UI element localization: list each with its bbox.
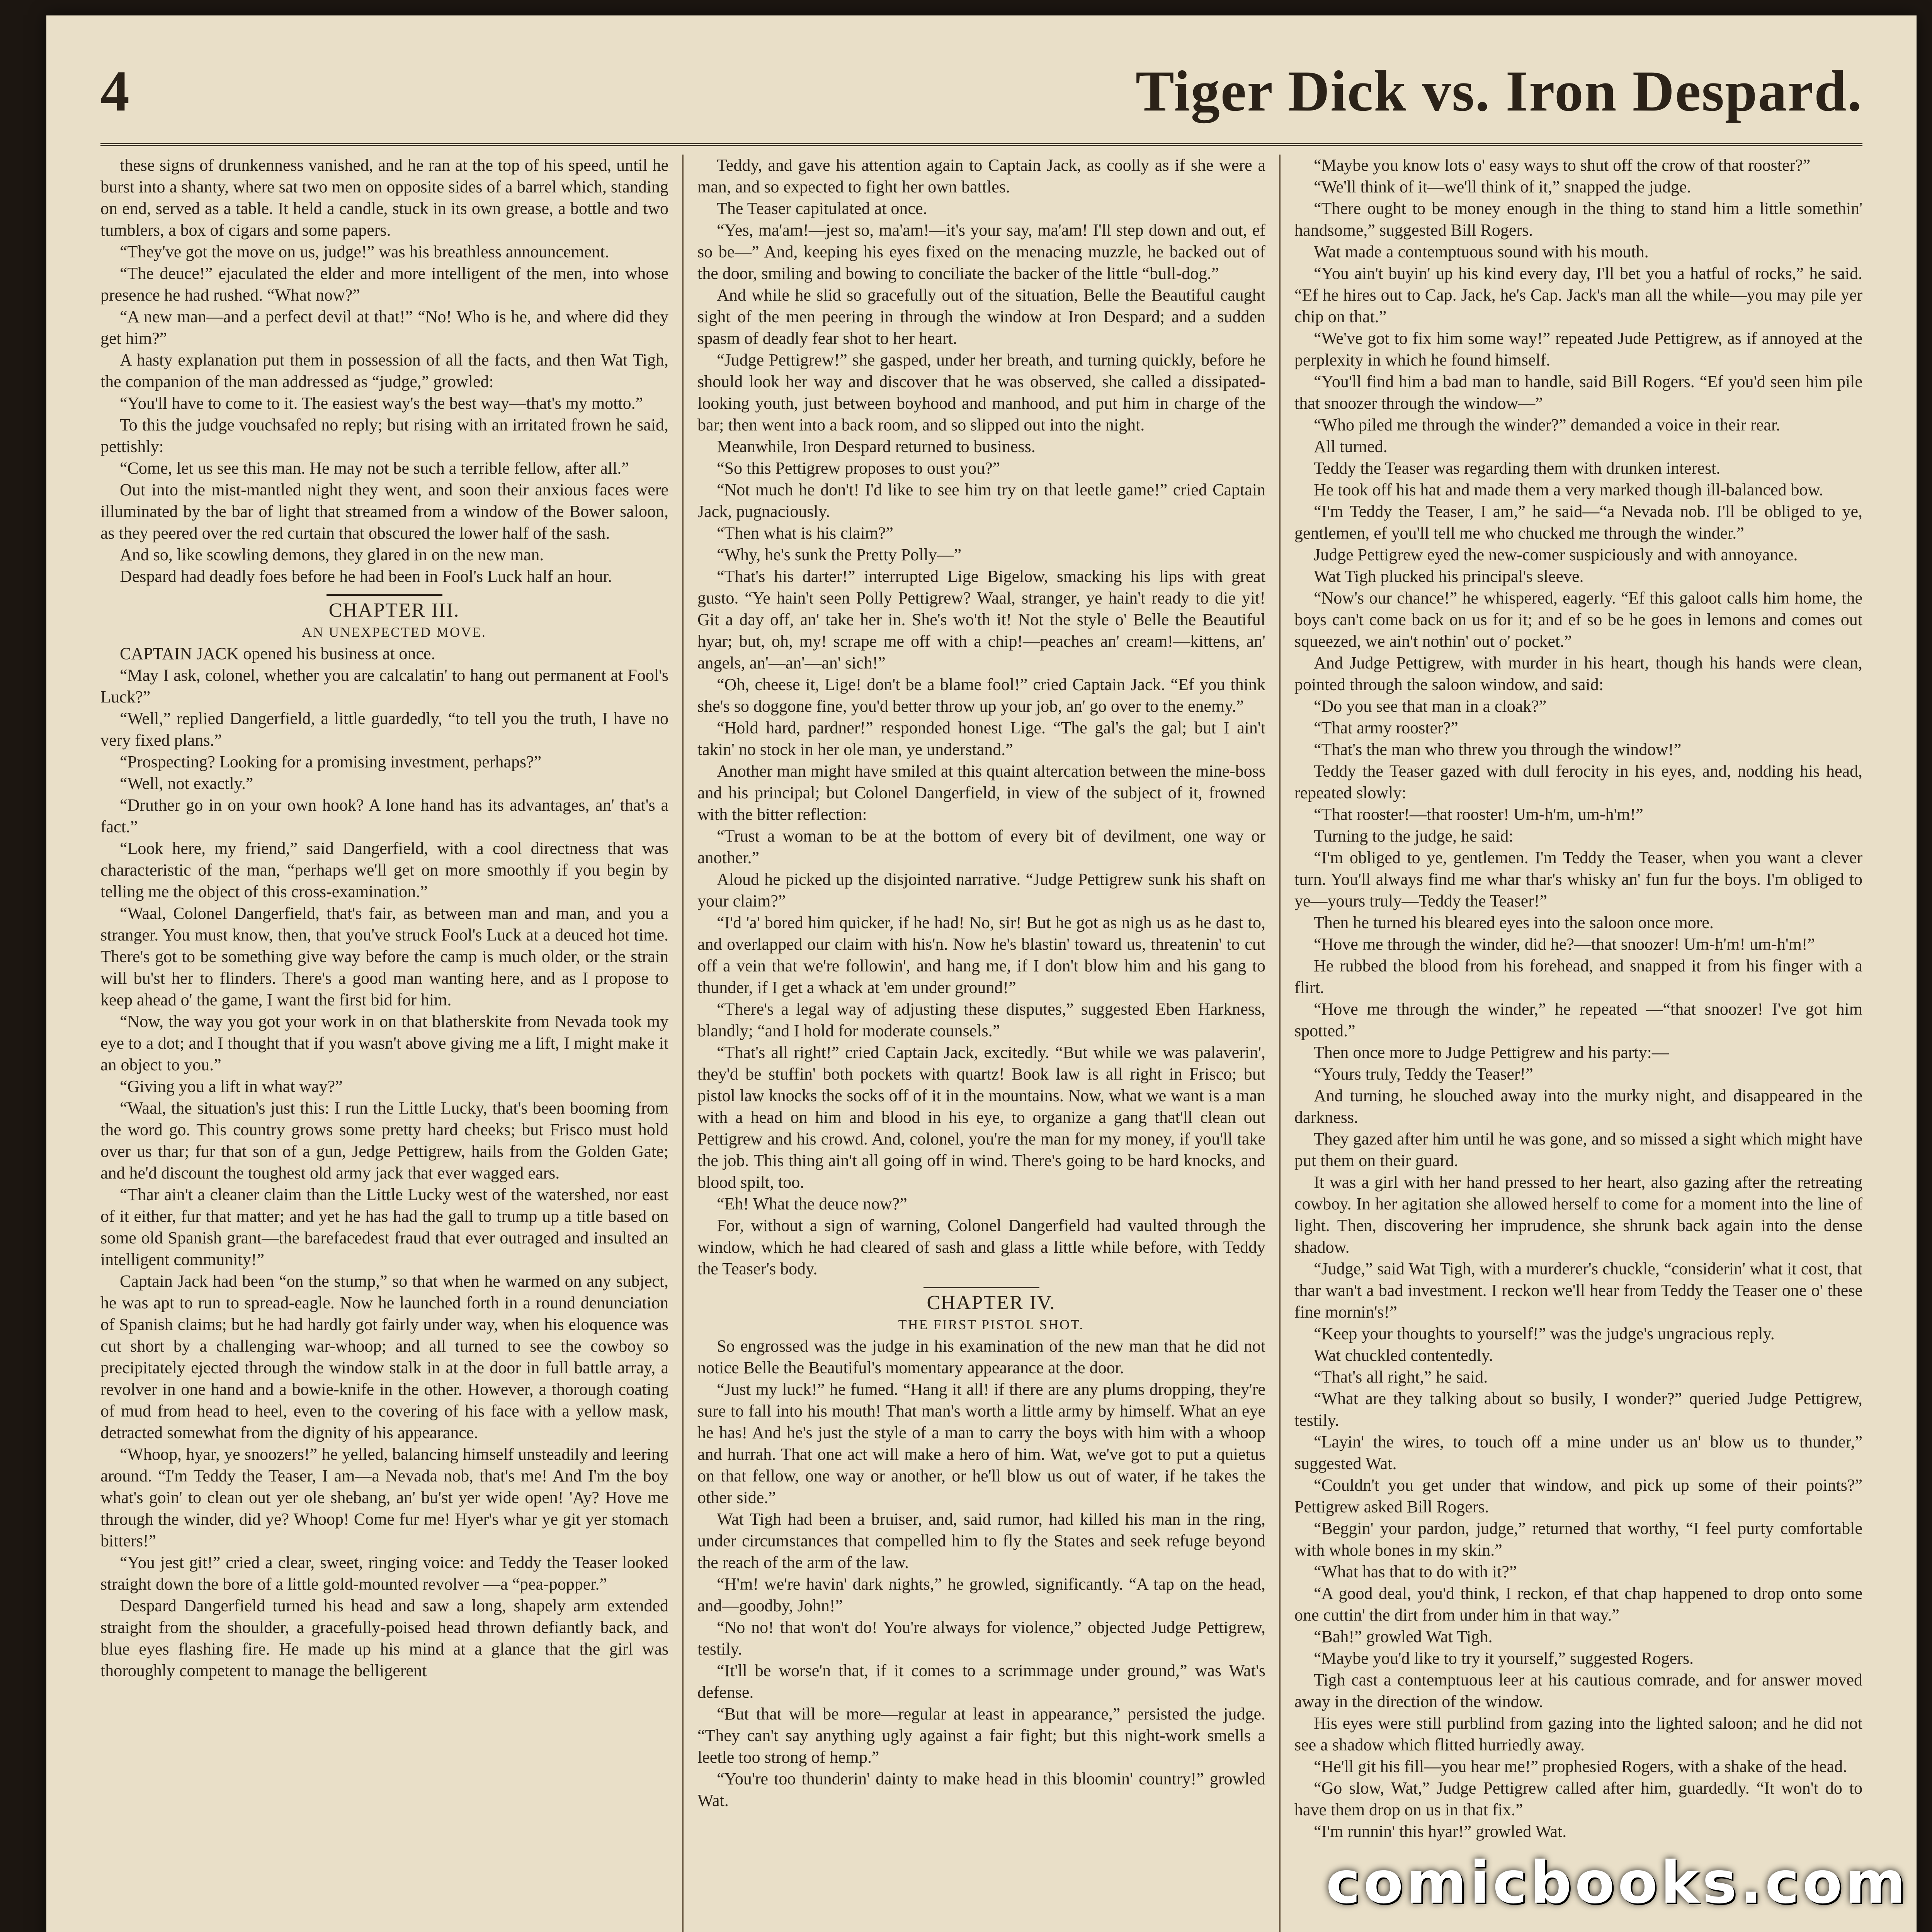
paragraph: “They've got the move on us, judge!” was his breathless announcement. (120, 242, 609, 261)
paragraph: The Teaser capitulated at once. (717, 199, 927, 218)
paragraph: “Layin' the wires, to touch off a mine under us an' blow us to thunder,” suggested Wat. (1294, 1432, 1862, 1473)
paragraph: “Not much he don't! I'd like to see him try on that leetle game!” cried Captain Jack, pugnaciously. (697, 480, 1265, 521)
paragraph: “Druther go in on your own hook? A lone hand has its advantages, an' that's a fact.” (100, 796, 668, 836)
paragraph: “I'd 'a' bored him quicker, if he had! No, sir! But he got as nigh us as he dast to, and overlapped our claim with his'n. Now he's blastin' toward us, threatenin' to cut off a vein that we're followin', and hang me, if I don't blow him and his gang to thunder, if I get a whack at 'em under ground!” (697, 913, 1265, 997)
paragraph: “But that will be more—regular at least in appearance,” persisted the judge. “They can't say anything ugly against a fair fight; but this night-work smells a leetle too strong of hemp.” (697, 1704, 1265, 1767)
chapter-subheading: THE FIRST PISTOL SHOT. (898, 1317, 1084, 1332)
paragraph: “Now, the way you got your work in on that blatherskite from Nevada took my eye to a dot; and I thought that if you wasn't above giving me a lift, I might make it an object to you.” (100, 1012, 668, 1074)
page-number: 4 (100, 59, 129, 123)
paragraph: “Prospecting? Looking for a promising investment, perhaps?” (120, 752, 542, 771)
paragraph: “Waal, Colonel Dangerfield, that's fair, as between man and man, and you a stranger. You must know, then, that you've struck Fool's Luck at a deuced hot time. There's got to be something give way before the camp is much older, or the strain will bu'st her to flinders. There's a good man wanting here, and as I propose to keep ahead o' the game, I want the first bid for him. (100, 904, 668, 1009)
paragraph: “Hold hard, pardner!” responded honest Lige. “The gal's the gal; but I ain't takin' no stock in her ole man, ye understand.” (697, 718, 1265, 759)
paragraph: “I'm runnin' this hyar!” growled Wat. (1314, 1822, 1567, 1841)
paragraph: Wat Tigh plucked his principal's sleeve. (1314, 567, 1584, 586)
paragraph: And while he slid so gracefully out of the situation, Belle the Beautiful caught sight of the men peering in through the window at Iron Despard; and a sudden spasm of deadly fear shot to her heart. (697, 286, 1265, 348)
story-title: Tiger Dick vs. Iron Despard. (1135, 59, 1862, 123)
section-divider (327, 594, 442, 596)
paragraph: It was a girl with her hand pressed to her heart, also gazing after the retreating cowboy. In her agitation she allowed herself to come for a moment into the line of light. Then, discovering her imprudence, she shrunk back again into the dense shadow. (1294, 1173, 1862, 1257)
paragraph: “The deuce!” ejaculated the elder and more intelligent of the men, into whose presence he had rushed. “What now?” (100, 264, 668, 304)
paragraph: Judge Pettigrew eyed the new-comer suspiciously and with annoyance. (1314, 545, 1798, 564)
paragraph: “What has that to do with it?” (1314, 1562, 1517, 1581)
chapter-3-text (100, 643, 668, 1682)
paragraph: “It'll be worse'n that, if it comes to a scrimmage under ground,” was Wat's defense. (697, 1661, 1265, 1702)
column-rule (1279, 155, 1281, 1932)
chapter-heading: CHAPTER III. (328, 599, 460, 621)
column-1-text (100, 155, 668, 587)
page-header (100, 43, 1862, 146)
paragraph: “Just my luck!” he fumed. “Hang it all! if there are any plums dropping, they're sure to fall into his mouth! That man's worth a little army by himself. What an eye he has! And he's just the style of a man to carry the boys with him with a whoop and hurrah. That one act will make a hero of him. Wat, we've got to put a quietus on that fellow, one way or another, or he'll blow us out of water, if he takes the other side.” (697, 1380, 1265, 1507)
paragraph: “That army rooster?” (1314, 718, 1458, 737)
paragraph: “Bah!” growled Wat Tigh. (1314, 1627, 1493, 1646)
paragraph: “Beggin' your pardon, judge,” returned that worthy, “I feel purty comfortable with whole bones in my skin.” (1294, 1519, 1862, 1560)
paragraph: Meanwhile, Iron Despard returned to business. (717, 437, 1036, 456)
paragraph: “A good deal, you'd think, I reckon, ef that chap happened to drop onto some one cuttin' the dirt from under him in that way.” (1294, 1584, 1862, 1624)
paragraph: “Do you see that man in a cloak?” (1314, 697, 1547, 716)
paragraph: “Now's our chance!” he whispered, eagerly. “Ef this galoot calls him home, the boys can't come back on us for it; and ef so be he goes in lemons and comes out squeezed, we ain't nothin' out o' pocket.” (1294, 588, 1862, 651)
paragraph: And so, like scowling demons, they glared in on the new man. (120, 545, 544, 564)
paragraph: “Maybe you'd like to try it yourself,” suggested Rogers. (1314, 1649, 1694, 1668)
paragraph: “Judge,” said Wat Tigh, with a murderer's chuckle, “considerin' what it cost, that thar wan't a bad investment. I reckon we'll hear from Teddy the Teaser one o' these fine mornin's!” (1294, 1259, 1862, 1321)
paragraph: To this the judge vouchsafed no reply; but rising with an irritated frown he said, pettishly: (100, 415, 668, 456)
paragraph: They gazed after him until he was gone, and so missed a sight which might have put them on their guard. (1294, 1129, 1862, 1170)
paragraph: “Maybe you know lots o' easy ways to shut off the crow of that rooster?” (1314, 156, 1811, 175)
watermark-logo: comicbooks.com (1326, 1849, 1909, 1917)
chapter-subheading: AN UNEXPECTED MOVE. (302, 624, 486, 640)
paragraph: “Couldn't you get under that window, and pick up some of their points?” Pettigrew asked Bill Rogers. (1294, 1476, 1862, 1516)
paragraph: “You ain't buyin' up his kind every day, I'll bet you a hatful of rocks,” he said. “Ef he hires out to Cap. Jack, he's Cap. Jack's man all the while—you may pile yer chip on that.” (1294, 264, 1862, 326)
column-1 (100, 155, 668, 1932)
column-rule (682, 155, 684, 1932)
paragraph: “Come, let us see this man. He may not be such a terrible fellow, after all.” (120, 459, 629, 478)
paragraph: “Go slow, Wat,” Judge Pettigrew called after him, guardedly. “It won't do to have them drop on us in that fix.” (1294, 1779, 1862, 1819)
paragraph: His eyes were still purblind from gazing into the lighted saloon; and he did not see a shadow which flitted hurriedly away. (1294, 1714, 1862, 1754)
paragraph: Teddy, and gave his attention again to Captain Jack, as coolly as if she were a man, and so expected to fight her own battles. (697, 156, 1265, 196)
paragraph: “We've got to fix him some way!” repeated Jude Pettigrew, as if annoyed at the perplexity in which he found himself. (1294, 329, 1862, 369)
paragraph: “That rooster!—that rooster! Um-h'm, um-h'm!” (1314, 805, 1643, 824)
column-3-text (1294, 155, 1862, 1842)
paragraph: Turning to the judge, he said: (1314, 827, 1514, 845)
paragraph: “We'll think of it—we'll think of it,” snapped the judge. (1314, 177, 1691, 196)
paragraph: So engrossed was the judge in his examination of the new man that he did not notice Belle the Beautiful's momentary appearance at the door. (697, 1337, 1265, 1377)
paragraph: For, without a sign of warning, Colonel Dangerfield had vaulted through the window, which he had cleared of sash and glass a little while before, with Teddy the Teaser's body. (697, 1216, 1265, 1278)
paragraph: “Yes, ma'am!—jest so, ma'am!—it's your say, ma'am! I'll step down and out, ef so be—” And, keeping his eyes fixed on the menacing muzzle, he backed out of the door, smiling and bowing to conciliate the backer of the little “bull-dog.” (697, 221, 1265, 283)
paragraph: “Giving you a lift in what way?” (120, 1077, 343, 1096)
column-3 (1294, 155, 1862, 1932)
paragraph: “That's all right,” he said. (1314, 1367, 1488, 1386)
paragraph: “That's the man who threw you through the window!” (1314, 740, 1682, 759)
paragraph: All turned. (1314, 437, 1388, 456)
paragraph: A hasty explanation put them in possession of all the facts, and then Wat Tigh, the companion of the man addressed as “judge,” growled: (100, 350, 668, 391)
chapter-heading: CHAPTER IV. (927, 1292, 1056, 1314)
paragraph: “Then what is his claim?” (717, 524, 893, 543)
paragraph: Wat chuckled contentedly. (1314, 1346, 1493, 1365)
paragraph: And turning, he slouched away into the murky night, and disappeared in the darkness. (1294, 1086, 1862, 1127)
paragraph: “He'll git his fill—you hear me!” prophesied Rogers, with a shake of the head. (1314, 1757, 1847, 1776)
paragraph: “H'm! we're havin' dark nights,” he growled, significantly. “A tap on the head, and—goodby, John!” (697, 1575, 1265, 1615)
paragraph: “I'm obliged to ye, gentlemen. I'm Teddy the Teaser, when you want a clever turn. You'll always find me whar thar's whisky an' fun fur the boys. I'm obliged to ye—yours truly—Teddy the Teaser!” (1294, 848, 1862, 910)
paragraph: “Trust a woman to be at the bottom of every bit of devilment, one way or another.” (697, 827, 1265, 867)
paragraph: CAPTAIN JACK opened his business at once. (120, 644, 435, 663)
paragraph: “I'm Teddy the Teaser, I am,” he said—“a Nevada nob. I'll be obliged to ye, gentlemen, ef you'll tell me who chucked me through the winder.” (1294, 502, 1862, 543)
paragraph: Captain Jack had been “on the stump,” so that when he warmed on any subject, he was apt to run to spread-eagle. Now he launched forth in a round denunciation of Spanish claims; but he had hardly got fairly under way, when his eloquence was cut short by a challenging war-whoop; and all turned to see the cowboy so precipitately ejected through the window stalk in at the door in full battle array, a revolver in one hand and a bowie-knife in the other. However, a thorough coating of mud from head to heel, even to the covering of his face with a yellow mask, detracted somewhat from the dignity of his appearance. (100, 1272, 668, 1442)
paragraph: “That's all right!” cried Captain Jack, excitedly. “But while we was palaverin', they'd be stuffin' both pockets with quartz! Book law is all right in Frisco; but pistol law knocks the socks off of it in the mountains. Now, what we want is a man with a head on him and blood in his eye, to organize a gang that'll clean out Pettigrew and his crowd. And, colonel, you're the man for my money, if you'll take the job. This thing ain't all going off in wind. There's going to be hard knocks, and blood spilt, too. (697, 1043, 1265, 1192)
paragraph: Teddy the Teaser was regarding them with drunken interest. (1314, 459, 1721, 478)
paragraph: “You're too thunderin' dainty to make head in this bloomin' country!” growled Wat. (697, 1769, 1265, 1810)
paragraph: “Look here, my friend,” said Dangerfield, with a cool directness that was characteristic of the man, “perhaps we'll get on more smoothly if you begin by telling me the object of this cross-examination.” (100, 839, 668, 901)
paragraph: Then he turned his bleared eyes into the saloon once more. (1314, 913, 1714, 932)
paragraph: “Well,” replied Dangerfield, a little guardedly, “to tell you the truth, I have no very fixed plans.” (100, 709, 668, 750)
paragraph: Out into the mist-mantled night they went, and soon their anxious faces were illuminated by the bar of light that streamed from a window of the Bower saloon, as they peered over the red curtain that obscured the lower half of the sash. (100, 480, 668, 543)
paragraph: He rubbed the blood from his forehead, and snapped it from his finger with a flirt. (1294, 956, 1862, 997)
paragraph: Another man might have smiled at this quaint altercation between the mine-boss and his principal; but Colonel Dangerfield, in view of the subject of it, frowned with the bitter reflection: (697, 762, 1265, 824)
paragraph: “Hove me through the winder,” he repeated —“that snoozer! I've got him spotted.” (1294, 1000, 1862, 1040)
paragraph: Tigh cast a contemptuous leer at his cautious comrade, and for answer moved away in the direction of the window. (1294, 1670, 1862, 1711)
paragraph: “You jest git!” cried a clear, sweet, ringing voice: and Teddy the Teaser looked straight down the bore of a little gold-mounted revolver —a “pea-popper.” (100, 1553, 668, 1594)
column-2-text (697, 155, 1265, 1280)
paragraph: “Hove me through the winder, did he?—that snoozer! Um-h'm! um-h'm!” (1314, 935, 1815, 954)
paragraph: “There's a legal way of adjusting these disputes,” suggested Eben Harkness, blandly; “and I hold for moderate counsels.” (697, 1000, 1265, 1040)
paragraph: “Well, not exactly.” (120, 774, 253, 793)
paragraph: “You'll have to come to it. The easiest way's the best way—that's my motto.” (120, 394, 643, 413)
newspaper-page (46, 15, 1917, 1932)
paragraph: these signs of drunkenness vanished, and he ran at the top of his speed, until he burst into a shanty, where sat two men on opposite sides of a barrel which, standing on end, served as a table. It held a candle, stuck in its own grease, a bottle and two tumblers, a box of cigars and some papers. (100, 156, 668, 240)
text-columns (100, 155, 1862, 1932)
paragraph: He took off his hat and made them a very marked though ill-balanced bow. (1314, 480, 1823, 499)
chapter-4-text (697, 1335, 1265, 1811)
paragraph: “Whoop, hyar, ye snoozers!” he yelled, balancing himself unsteadily and leering around. “I'm Teddy the Teaser, I am—a Nevada nob, that's me! And I'm the boy what's goin' to clean out yer ole shebang, an' bu'st yer wide open! 'Ay? Hove me through the winder, did ye? Whoop! Come fur me! Hyer's whar ye git yer stomach bitters!” (100, 1445, 668, 1550)
paragraph: “No no! that won't do! You're always for violence,” objected Judge Pettigrew, testily. (697, 1618, 1265, 1658)
paragraph: Despard Dangerfield turned his head and saw a long, shapely arm extended straight from the shoulder, a gracefully-poised head thrown defiantly back, and blue eyes flashing fire. He made up his mind at a glance that the girl was thoroughly competent to manage the belligerent (100, 1596, 668, 1680)
paragraph: “Eh! What the deuce now?” (717, 1194, 907, 1213)
section-divider (923, 1287, 1039, 1288)
paragraph: “There ought to be money enough in the thing to stand him a little somethin' handsome,” suggested Bill Rogers. (1294, 199, 1862, 240)
paragraph: “Thar ain't a cleaner claim than the Little Lucky west of the watershed, nor east of it either, fur that matter; and yet he has had the gall to trump up a title based on some old Spanish grant—the barefacedest fraud that ever outraged and insulted an intelligent community!” (100, 1185, 668, 1269)
column-2 (697, 155, 1265, 1932)
paragraph: Wat Tigh had been a bruiser, and, said rumor, had killed his man in the ring, under circumstances that compelled him to fly the States and seek refuge beyond the reach of the arm of the law. (697, 1510, 1265, 1572)
paragraph: “May I ask, colonel, whether you are calcalatin' to hang out permanent at Fool's Luck?” (100, 666, 668, 706)
paragraph: “Oh, cheese it, Lige! don't be a blame fool!” cried Captain Jack. “Ef you think she's so doggone fine, you'd better throw up your job, an' go over to the enemy.” (697, 675, 1265, 716)
paragraph: “Why, he's sunk the Pretty Polly—” (717, 545, 962, 564)
paragraph: “Who piled me through the winder?” demanded a voice in their rear. (1314, 415, 1781, 434)
paragraph: Wat made a contemptuous sound with his mouth. (1314, 242, 1649, 261)
paragraph: Then once more to Judge Pettigrew and his party:— (1314, 1043, 1669, 1062)
paragraph: “Judge Pettigrew!” she gasped, under her breath, and turning quickly, before he should look her way and discover that he was observed, she called a dissipated-looking youth, just between boyhood and manhood, and put him in charge of the bar; then went into a back room, and so slipped out into the night. (697, 350, 1265, 434)
paragraph: “That's his darter!” interrupted Lige Bigelow, smacking his lips with great gusto. “Ye hain't seen Polly Pettigrew? Waal, stranger, ye hain't ready to die yit! Git a day off, an' take her in. She's wo'th it! Not the style o' Belle the Beautiful hyar; but, oh, my! scrape me off with a chip!—peaches an' cream!—kittens, an' angels, an'—an'—an' sich!” (697, 567, 1265, 672)
paragraph: “Yours truly, Teddy the Teaser!” (1314, 1065, 1533, 1083)
paragraph: “A new man—and a perfect devil at that!” “No! Who is he, and where did they get him?” (100, 307, 668, 348)
paragraph: “Keep your thoughts to yourself!” was the judge's ungracious reply. (1314, 1324, 1775, 1343)
paragraph: “Waal, the situation's just this: I run the Little Lucky, that's been booming from the word go. This country grows some pretty hard cheeks; but Frisco must hold over us thar; fur that son of a gun, Jedge Pettigrew, hails from the Golden Gate; and he'd discount the toughest old army jack that ever wagged ears. (100, 1099, 668, 1182)
paragraph: “What are they talking about so busily, I wonder?” queried Judge Pettigrew, testily. (1294, 1389, 1862, 1430)
paragraph: And Judge Pettigrew, with murder in his heart, though his hands were clean, pointed through the saloon window, and said: (1294, 653, 1862, 694)
paragraph: “You'll find him a bad man to handle, said Bill Rogers. “Ef you'd seen him pile that snoozer through the window—” (1294, 372, 1862, 413)
paragraph: Teddy the Teaser gazed with dull ferocity in his eyes, and, nodding his head, repeated slowly: (1294, 762, 1862, 802)
paragraph: Aloud he picked up the disjointed narrative. “Judge Pettigrew sunk his shaft on your claim?” (697, 870, 1265, 910)
paragraph: “So this Pettigrew proposes to oust you?” (717, 459, 1000, 478)
paragraph: Despard had deadly foes before he had been in Fool's Luck half an hour. (120, 567, 612, 586)
